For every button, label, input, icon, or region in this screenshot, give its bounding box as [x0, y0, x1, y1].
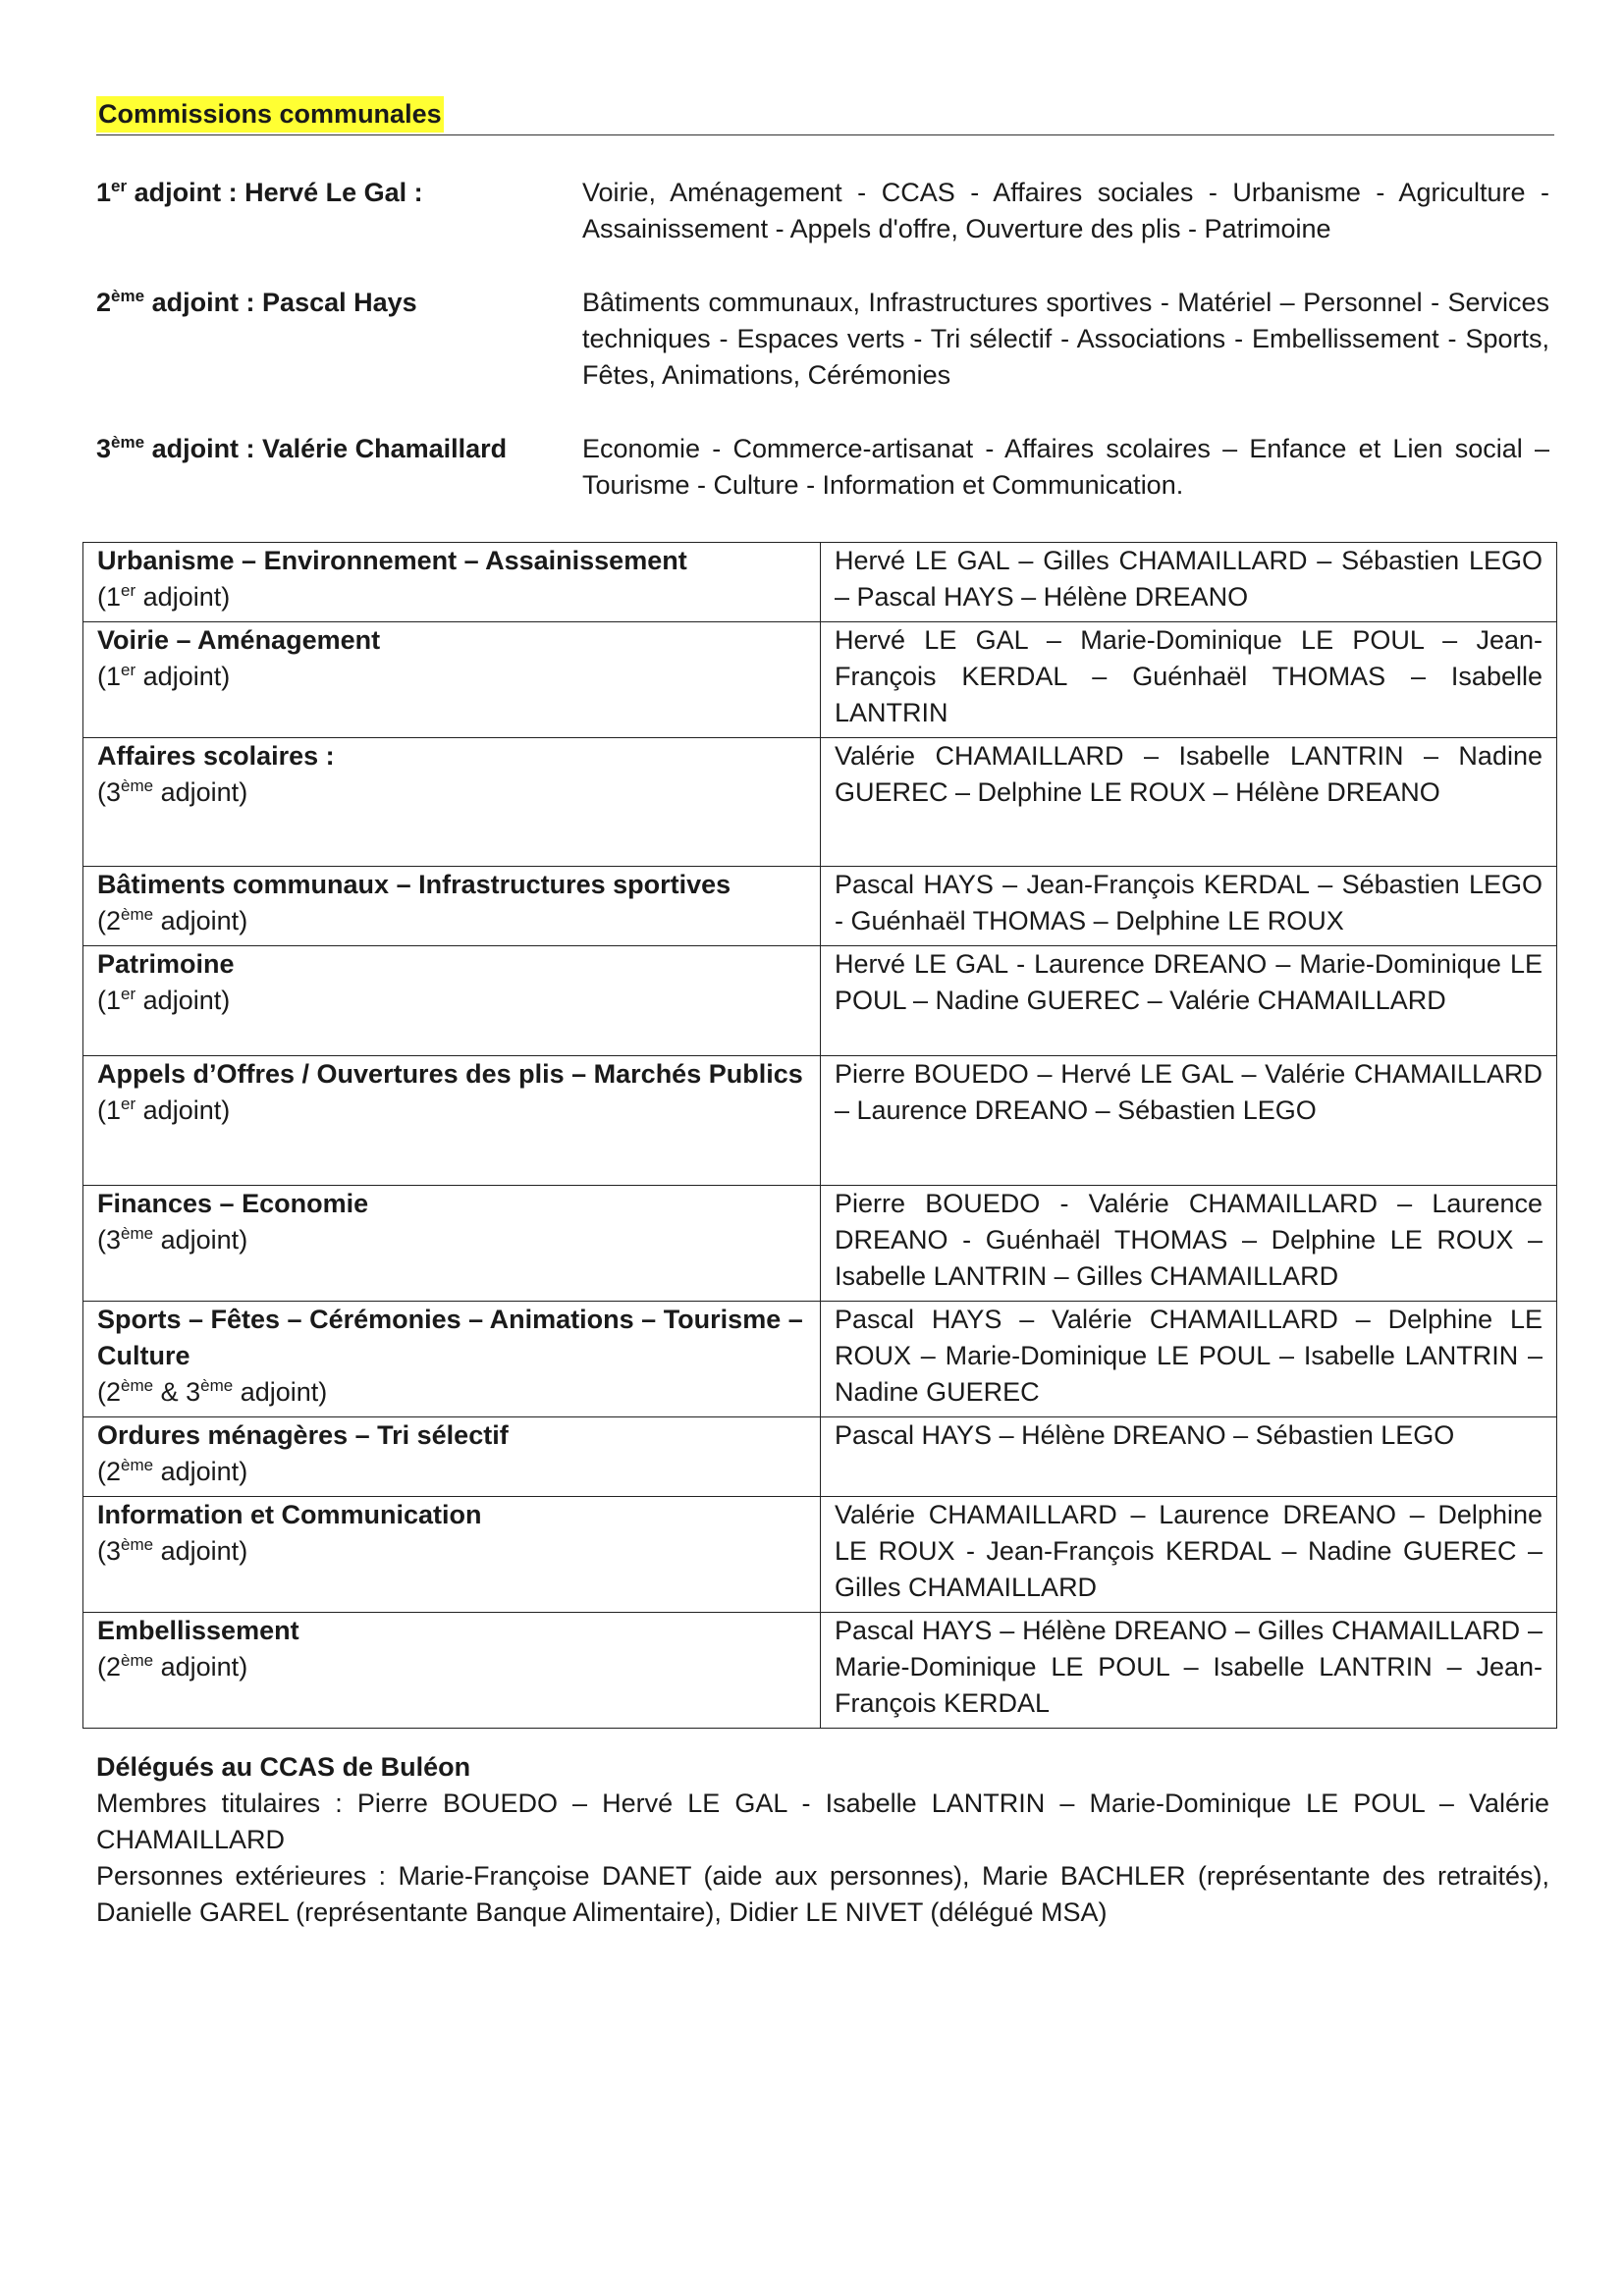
commission-row [83, 738, 1557, 867]
commission-row [83, 622, 1557, 738]
commission-name: Embellissement [97, 1616, 299, 1645]
adjoint-name: 1er adjoint : Hervé Le Gal : [96, 177, 423, 207]
commission-members: Hervé LE GAL – Gilles CHAMAILLARD – Sébastien LEGO – Pascal HAYS – Hélène DREANO [821, 543, 1557, 622]
commission-row [83, 1056, 1557, 1186]
commission-row [83, 1497, 1557, 1613]
adjoint-name: 2ème adjoint : Pascal Hays [96, 287, 417, 317]
commission-members: Pierre BOUEDO – Hervé LE GAL – Valérie CHAMAILLARD – Laurence DREANO – Sébastien LEGO [821, 1056, 1557, 1186]
adjoint-row [96, 431, 1549, 504]
commissions-table-body [83, 543, 1557, 1729]
commission-name: Appels d’Offres / Ouvertures des plis – Marchés Publics [97, 1059, 803, 1089]
commission-name: Information et Communication [97, 1500, 482, 1529]
adjoint-row [96, 175, 1549, 247]
commission-cell [83, 1417, 821, 1497]
commission-responsible: (2ème adjoint) [97, 905, 248, 935]
adjoint-duties: Voirie, Aménagement - CCAS - Affaires sociales - Urbanisme - Agriculture - Assainissement - Appels d'offre, Ouverture des plis - Patrimoine [582, 178, 1549, 243]
commission-responsible: (3ème adjoint) [97, 776, 248, 807]
commission-members: Valérie CHAMAILLARD – Isabelle LANTRIN – Nadine GUEREC – Delphine LE ROUX – Hélène DREANO [821, 738, 1557, 867]
ccas-exterieures: Personnes extérieures : Marie-Françoise DANET (aide aux personnes), Marie BACHLER (représentante des retraités), Danielle GAREL (représentante Banque Alimentaire), Didier LE NIVET (délégué MSA) [96, 1861, 1549, 1927]
commission-name: Voirie – Aménagement [97, 625, 381, 655]
commission-row [83, 1613, 1557, 1729]
commission-responsible: (1er adjoint) [97, 661, 231, 691]
ccas-titulaires: Membres titulaires : Pierre BOUEDO – Hervé LE GAL - Isabelle LANTRIN – Marie-Dominique LE POUL – Valérie CHAMAILLARD [96, 1789, 1549, 1854]
commissions-table [82, 542, 1557, 1729]
commission-cell [83, 867, 821, 946]
commission-row [83, 543, 1557, 622]
adjoint-row [96, 285, 1549, 394]
commission-name: Bâtiments communaux – Infrastructures sportives [97, 870, 731, 899]
commission-responsible: (3ème adjoint) [97, 1224, 248, 1255]
section-heading: Commissions communales [96, 96, 444, 133]
commission-name: Finances – Economie [97, 1189, 369, 1218]
commission-responsible: (1er adjoint) [97, 1095, 231, 1125]
adjoint-name: 3ème adjoint : Valérie Chamaillard [96, 433, 508, 463]
commission-members: Pascal HAYS – Hélène DREANO – Gilles CHAMAILLARD – Marie-Dominique LE POUL – Isabelle LANTRIN – Jean-François KERDAL [821, 1613, 1557, 1729]
commission-responsible: (2ème adjoint) [97, 1456, 248, 1486]
adjoints-list [96, 175, 1549, 541]
commission-name: Ordures ménagères – Tri sélectif [97, 1420, 509, 1450]
commission-cell [83, 1056, 821, 1186]
commission-name: Urbanisme – Environnement – Assainissement [97, 546, 687, 575]
commission-responsible: (1er adjoint) [97, 581, 231, 612]
commission-cell [83, 1186, 821, 1302]
commission-cell [83, 738, 821, 867]
commission-row [83, 1186, 1557, 1302]
commission-row [83, 1302, 1557, 1417]
commission-name: Sports – Fêtes – Cérémonies – Animations – Tourisme – Culture [97, 1305, 803, 1370]
commission-members: Pascal HAYS – Hélène DREANO – Sébastien LEGO [821, 1417, 1557, 1497]
commission-cell [83, 1302, 821, 1417]
commission-name: Affaires scolaires : [97, 741, 335, 771]
commission-cell [83, 1497, 821, 1613]
commission-responsible: (2ème adjoint) [97, 1651, 248, 1682]
adjoint-duties: Economie - Commerce-artisanat - Affaires scolaires – Enfance et Lien social – Tourisme - Culture - Information et Communication. [582, 434, 1549, 500]
commission-responsible: (3ème adjoint) [97, 1535, 248, 1566]
section-heading-rule [96, 96, 1554, 135]
commission-members: Pascal HAYS – Jean-François KERDAL – Sébastien LEGO - Guénhaël THOMAS – Delphine LE ROUX [821, 867, 1557, 946]
commission-members: Valérie CHAMAILLARD – Laurence DREANO – Delphine LE ROUX - Jean-François KERDAL – Nadine GUEREC – Gilles CHAMAILLARD [821, 1497, 1557, 1613]
commission-row [83, 867, 1557, 946]
commission-cell [83, 1613, 821, 1729]
commission-members: Hervé LE GAL - Laurence DREANO – Marie-Dominique LE POUL – Nadine GUEREC – Valérie CHAMAILLARD [821, 946, 1557, 1056]
commission-members: Pascal HAYS – Valérie CHAMAILLARD – Delphine LE ROUX – Marie-Dominique LE POUL – Isabelle LANTRIN – Nadine GUEREC [821, 1302, 1557, 1417]
commission-row [83, 1417, 1557, 1497]
commission-cell [83, 946, 821, 1056]
commission-name: Patrimoine [97, 949, 235, 979]
commission-cell [83, 622, 821, 738]
commission-responsible: (1er adjoint) [97, 985, 231, 1015]
commission-members: Hervé LE GAL – Marie-Dominique LE POUL – Jean-François KERDAL – Guénhaël THOMAS – Isabelle LANTRIN [821, 622, 1557, 738]
commission-cell [83, 543, 821, 622]
commission-members: Pierre BOUEDO - Valérie CHAMAILLARD – Laurence DREANO - Guénhaël THOMAS – Delphine LE ROUX – Isabelle LANTRIN – Gilles CHAMAILLARD [821, 1186, 1557, 1302]
adjoint-duties: Bâtiments communaux, Infrastructures sportives - Matériel – Personnel - Services techniques - Espaces verts - Tri sélectif - Associations - Embellissement - Sports, Fêtes, Animations, Cérémonies [582, 288, 1549, 390]
commission-row [83, 946, 1557, 1056]
commission-responsible: (2ème & 3ème adjoint) [97, 1376, 328, 1407]
ccas-title: Délégués au CCAS de Buléon [96, 1752, 471, 1782]
ccas-delegates [96, 1749, 1549, 1931]
